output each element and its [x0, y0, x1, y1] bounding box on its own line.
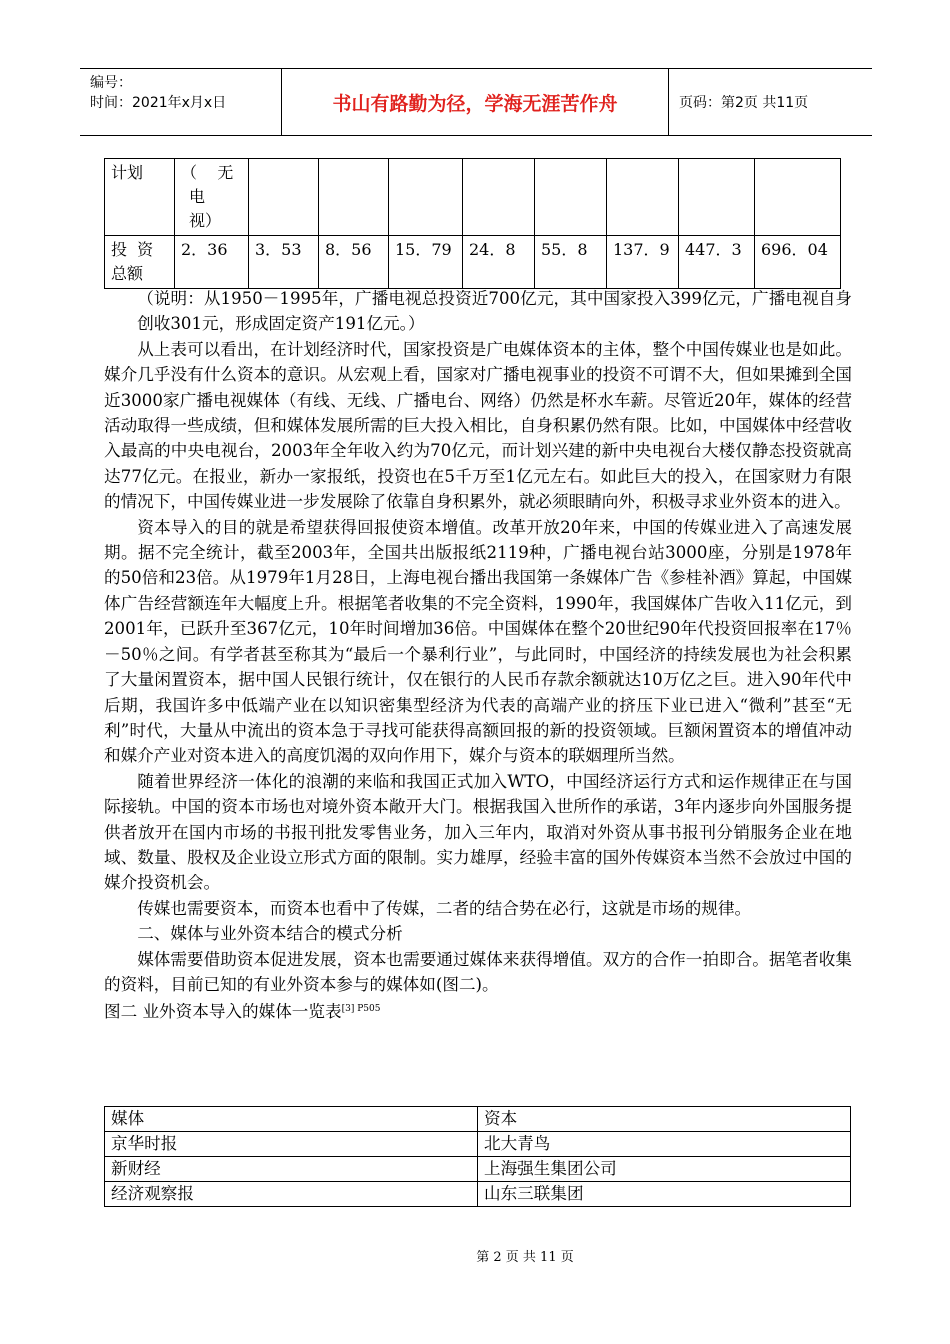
empty-cell	[535, 159, 607, 236]
empty-cell	[607, 159, 679, 236]
table-header-row	[105, 1107, 851, 1132]
table-row	[105, 1132, 851, 1157]
header-motto: 书山有路勤为径，学海无涯苦作舟	[282, 69, 669, 135]
figure-title-text: 图二 业外资本导入的媒体一览表	[104, 1002, 342, 1022]
paragraph: 传媒也需要资本，而资本也看中了传媒，二者的结合势在必行，这就是市场的规律。	[137, 898, 752, 918]
value-cell: 55．8	[535, 236, 607, 289]
note-line: （ 无	[181, 163, 234, 182]
note-line: 电	[189, 187, 206, 206]
serial-label: 编号：	[90, 75, 132, 91]
empty-cell	[319, 159, 389, 236]
value-cell: 24．8	[463, 236, 535, 289]
media-capital-table	[104, 1106, 851, 1207]
label-line: 总额	[111, 264, 144, 283]
table-row	[105, 1157, 851, 1182]
note-line: 视）	[189, 211, 222, 230]
value-cell: 8．56	[319, 236, 389, 289]
value-cell: 696．04	[755, 236, 841, 289]
empty-cell	[679, 159, 755, 236]
media-cell: 京华时报	[105, 1132, 478, 1157]
page-footer: 第 2 页 共 11 页	[476, 1250, 574, 1265]
page-header	[80, 68, 872, 136]
value-cell: 137．9	[607, 236, 679, 289]
paragraph: 媒体需要借助资本促进发展，资本也需要通过媒体来获得增值。双方的合作一拍即合。据笔者收集的资料，目前已知的有业外资本参与的媒体如(图二)。	[104, 949, 852, 994]
empty-cell	[463, 159, 535, 236]
investment-table	[104, 158, 841, 289]
row-label-plan: 计划	[105, 159, 175, 236]
label-line: 投 资	[111, 240, 154, 259]
figure-reference: [3] P505	[341, 1004, 381, 1015]
capital-cell: 山东三联集团	[478, 1182, 851, 1207]
capital-cell: 北大青鸟	[478, 1132, 851, 1157]
empty-cell	[389, 159, 463, 236]
header-meta	[80, 69, 282, 135]
figure-title	[104, 997, 852, 1024]
media-cell: 新财经	[105, 1157, 478, 1182]
table-row	[105, 236, 841, 289]
date-label: 时间：2021年x月x日	[90, 95, 227, 111]
table-row	[105, 1182, 851, 1207]
media-cell: 经济观察报	[105, 1182, 478, 1207]
value-cell: 447．3	[679, 236, 755, 289]
table-row	[105, 159, 841, 236]
row-label-total	[105, 236, 175, 289]
paragraph: 从上表可以看出，在计划经济时代，国家投资是广电媒体资本的主体，整个中国传媒业也是如此。媒介几乎没有什么资本的意识。从宏观上看，国家对广播电视事业的投资不可谓不大，但如果摊到全国近3000家广播电视媒体（有线、无线、广播电台、网络）仍然是杯水车薪。尽管近20年，媒体的经营活动取得一些成绩，但和媒体发展所需的巨大投入相比，自身积累仍然有限。比如，中国媒体中经营收入最高的中央电视台，2003年全年收入约为70亿元，而计划兴建的新中央电视台大楼仅静态投资就高达77亿元。在报业，新办一家报纸，投资也在5千万至1亿元左右。如此巨大的投入，在国家财力有限的情况下，中国传媒业进一步发展除了依靠自身积累外，就必须眼睛向外，积极寻求业外资本的进入。	[104, 339, 852, 512]
header-page-label: 页码：第2页 共11页	[679, 95, 809, 111]
value-cell: 3．53	[249, 236, 319, 289]
table-note: （说明：从1950－1995年，广播电视总投资近700亿元，其中国家投入399亿元，广播电视自身创收301元，形成固定资产191亿元。）	[137, 289, 852, 334]
paragraph: 资本导入的目的就是希望获得回报使资本增值。改革开放20年来，中国的传媒业进入了高速发展期。据不完全统计，截至2003年，全国共出版报纸2119种，广播电视台站3000座，分别是1978年的50倍和23倍。从1979年1月28日，上海电视台播出我国第一条媒体广告《参桂补酒》算起，中国媒体广告经营额连年大幅度上升。根据笔者收集的不完全资料，1990年，我国媒体广告收入11亿元，到2001年，已跃升至367亿元，10年时间增加36倍。中国媒体在整个20世纪90年代投资回报率在17％－50％之间。有学者甚至称其为“最后一个暴利行业”，与此同时，中国经济的持续发展也为社会积累了大量闲置资本，据中国人民银行统计，仅在银行的人民币存款余额就达10万亿之巨。进入90年代中后期，我国许多中低端产业在以知识密集型经济为代表的高端产业的挤压下业已进入“微利”甚至“无利”时代，大量从中流出的资本急于寻找可能获得高额回报的新的投资领域。巨额闲置资本的增值冲动和媒介产业对资本进入的高度饥渴的双向作用下，媒介与资本的联姻理所当然。	[104, 517, 852, 766]
paragraph: 随着世界经济一体化的浪潮的来临和我国正式加入WTO，中国经济运行方式和运作规律正在与国际接轨。中国的资本市场也对境外资本敞开大门。根据我国入世所作的承诺，3年内逐步向外国服务提供者放开在国内市场的书报刊批发零售业务，加入三年内，取消对外资从事书报刊分销服务企业在地域、数量、股权及企业设立形式方面的限制。实力雄厚，经验丰富的国外传媒资本当然不会放过中国的媒介投资机会。	[104, 771, 852, 893]
section-heading: 二、媒体与业外资本结合的模式分析	[137, 924, 403, 944]
column-header: 媒体	[105, 1107, 478, 1132]
empty-cell	[249, 159, 319, 236]
value-cell: 15．79	[389, 236, 463, 289]
column-header: 资本	[478, 1107, 851, 1132]
article-body	[104, 286, 852, 1025]
no-tv-note	[175, 159, 249, 236]
empty-cell	[755, 159, 841, 236]
value-cell: 2．36	[175, 236, 249, 289]
capital-cell: 上海强生集团公司	[478, 1157, 851, 1182]
